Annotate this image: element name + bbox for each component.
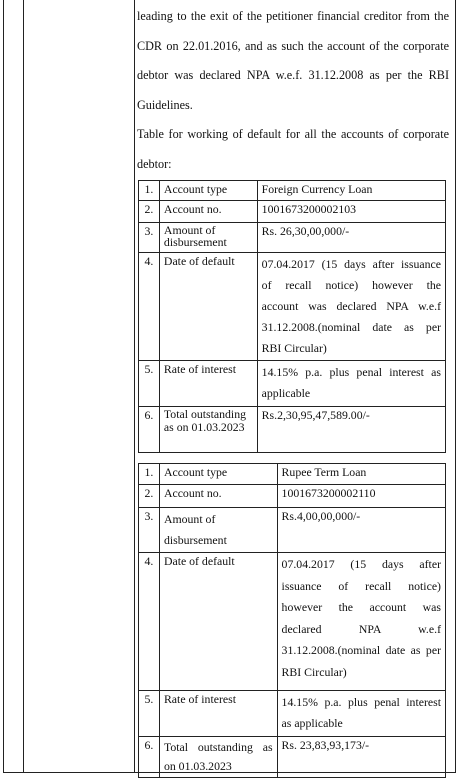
row-label: Total outstanding as on 01.03.2023 (159, 407, 257, 453)
paragraph-line: Guidelines. (137, 97, 193, 112)
table-row (139, 464, 446, 485)
row-value: Rs.2,30,95,47,589.00/- (257, 407, 445, 453)
row-label (159, 508, 277, 553)
row-number: 1. (139, 181, 160, 201)
table-row (139, 508, 446, 553)
label-line: Amount of (163, 512, 216, 526)
table-row (139, 485, 446, 508)
row-number: 3. (139, 508, 160, 553)
row-number: 5. (139, 361, 160, 407)
row-number: 3. (139, 223, 160, 253)
value-line: RBI Circular) (281, 664, 347, 679)
paragraph (137, 2, 449, 179)
value-line: 14.15% p.a. plus penal interest as (261, 365, 441, 379)
row-value: Rs. 26,30,00,000/- (257, 223, 445, 253)
account-table-foreign-currency (138, 180, 446, 453)
row-value: 1001673200002103 (257, 201, 445, 223)
row-number: 2. (139, 201, 160, 223)
table-row (139, 737, 446, 778)
value-line: as applicable (281, 716, 343, 730)
row-label: Account no. (159, 485, 277, 508)
row-label (159, 737, 277, 778)
row-value (257, 253, 445, 361)
label-line: Total outstanding as (163, 740, 273, 754)
body-text (137, 2, 449, 179)
value-line: declared NPA w.e.f (281, 621, 441, 636)
table-intro-line: debtor: (137, 156, 172, 171)
table-row (139, 181, 446, 201)
row-label: Date of default (159, 553, 277, 691)
row-value: Foreign Currency Loan (257, 181, 445, 201)
label-line: disbursement (163, 533, 227, 547)
row-value: Rupee Term Loan (277, 464, 445, 485)
row-number: 5. (139, 691, 160, 737)
value-line: issuance of recall notice) (281, 578, 441, 593)
row-number: 1. (139, 464, 160, 485)
row-number: 6. (139, 407, 160, 453)
row-label: Rate of interest (159, 691, 277, 737)
row-value (257, 361, 445, 407)
row-number: 4. (139, 253, 160, 361)
row-label: Account type (159, 181, 257, 201)
value-line: 14.15% p.a. plus penal interest (281, 695, 441, 709)
table-intro-line: Table for working of default for all the accounts of corporate (137, 127, 449, 141)
value-line: however the account was (281, 600, 441, 614)
row-value (277, 691, 445, 737)
row-value: Rs.4,00,00,000/- (277, 508, 445, 553)
value-line: applicable (261, 386, 311, 400)
row-number: 2. (139, 485, 160, 508)
account-table-rupee-term-loan (138, 463, 446, 778)
table-row (139, 691, 446, 737)
paragraph-line: CDR on 22.01.2016, and as such the account of the corporate (137, 38, 449, 53)
value-line: 31.12.2008.(nominal date as per (281, 643, 441, 657)
value-line: 07.04.2017 (15 days after (281, 557, 441, 571)
row-value: 1001673200002110 (277, 485, 445, 508)
paragraph-line: debtor was declared NPA w.e.f. 31.12.2008 as per the RBI (137, 68, 449, 82)
row-label: Account no. (159, 201, 257, 223)
value-line: of recall notice) however the (261, 278, 441, 292)
value-line: RBI Circular) (261, 341, 327, 355)
row-value (277, 553, 445, 691)
table-row (139, 407, 446, 453)
table-row (139, 553, 446, 691)
table-row (139, 201, 446, 223)
value-line: 31.12.2008.(nominal date as per (261, 320, 441, 334)
table-row (139, 361, 446, 407)
label-line: on 01.03.2023 (163, 759, 232, 773)
column-divider-1 (23, 0, 24, 772)
row-label: Amount of disbursement (159, 223, 257, 253)
paragraph-line: leading to the exit of the petitioner financial creditor from the (137, 9, 449, 23)
row-number: 6. (139, 737, 160, 778)
column-divider-2 (134, 0, 135, 772)
table-row (139, 253, 446, 361)
row-label: Rate of interest (159, 361, 257, 407)
table-row (139, 223, 446, 253)
value-line: 07.04.2017 (15 days after issuance (261, 257, 441, 271)
row-number: 4. (139, 553, 160, 691)
value-line: account was declared NPA w.e.f (261, 299, 441, 313)
row-value: Rs. 23,83,93,173/- (277, 737, 445, 778)
row-label: Account type (159, 464, 277, 485)
row-label: Date of default (159, 253, 257, 361)
